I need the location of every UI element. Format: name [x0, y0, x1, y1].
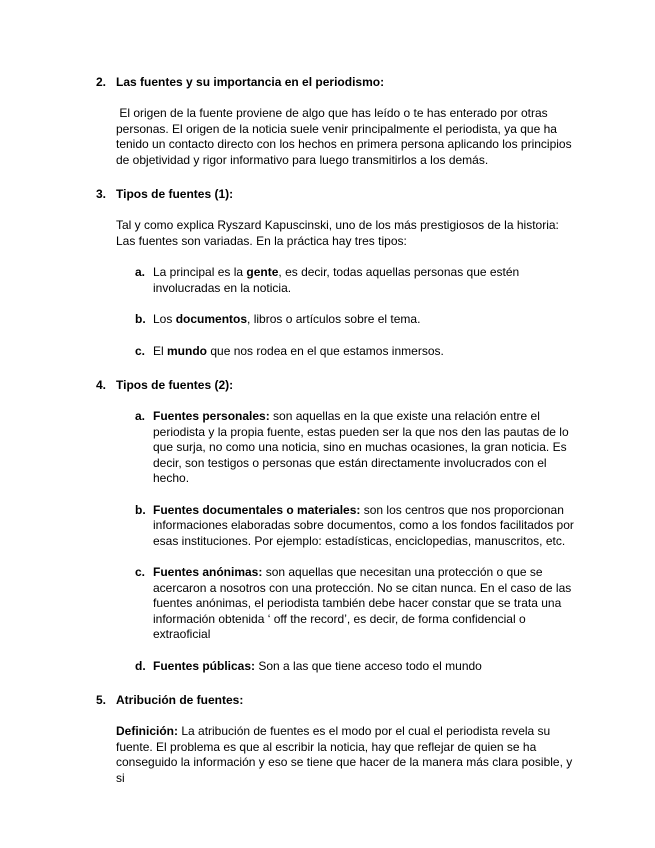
- section-title: Tipos de fuentes (1):: [116, 187, 234, 201]
- section-title: Atribución de fuentes:: [116, 693, 244, 707]
- list-letter: d.: [135, 658, 146, 673]
- section-title: Tipos de fuentes (2):: [116, 378, 234, 392]
- list-text: [153, 344, 575, 360]
- section-2: [96, 74, 575, 168]
- list-text: [153, 503, 575, 550]
- section-heading: [96, 692, 575, 708]
- section-paragraph: [116, 724, 575, 786]
- sublist: [116, 265, 575, 359]
- section-number: 2.: [96, 75, 107, 89]
- item-text-pre: La principal es la: [153, 265, 247, 279]
- item-text-post: son aquellas que necesitan una protección o que se acercaron a nosotros con una protección. No se citan nunca. En el caso de las fuentes anónimas, el periodista también debe hacer constar que se trata una información obtenida ‘ off the record’, es decir, de forma confidencial o extraoficial: [153, 565, 572, 641]
- list-text: [153, 265, 575, 296]
- sublist: [116, 409, 575, 674]
- item-text-post: son aquellas en la que existe una relación entre el periodista y la propia fuente, estas pueden ser la que nos den las pautas de lo que surja, no como una noticia, sino en muchas ocasiones, la gran noticia. Es decir, son testigos o personas que están directamente involucrados con el hecho.: [153, 409, 569, 485]
- item-bold-term: Fuentes anónimas:: [153, 565, 263, 579]
- section-heading: [96, 377, 575, 393]
- list-item: [116, 312, 575, 328]
- section-number: 5.: [96, 693, 107, 707]
- item-text-post: Son a las que tiene acceso todo el mundo: [255, 658, 482, 673]
- list-item: [116, 503, 575, 550]
- section-paragraph: Tal y como explica Ryszard Kapuscinski, uno de los más prestigiosos de la historia: Las fuentes son variadas. En la práctica hay tres tipos:: [116, 218, 559, 248]
- item-bold-term: Fuentes personales:: [153, 409, 270, 423]
- list-text: [153, 659, 575, 675]
- list-item: [116, 409, 575, 487]
- item-bold-term: gente: [246, 265, 279, 279]
- section-heading: [96, 74, 575, 90]
- list-letter: a.: [135, 409, 146, 423]
- list-letter: b.: [135, 312, 146, 326]
- list-item: [116, 659, 575, 675]
- item-bold-term: documentos: [175, 312, 248, 326]
- list-letter: b.: [135, 502, 146, 517]
- section-number: 4.: [96, 378, 107, 392]
- item-bold-term: Fuentes públicas:: [153, 658, 256, 673]
- list-text: [153, 312, 575, 328]
- item-bold-term: mundo: [167, 343, 208, 358]
- definition-text: La atribución de fuentes es el modo por el cual el periodista revela su fuente. El problema es que al escribir la noticia, hay que reflejar de quien se ha conseguido la información y eso se tiene que hacer de la manera más clara posible, y si: [116, 724, 573, 785]
- definition-label: Definición:: [116, 724, 178, 738]
- item-text-post: son los centros que nos proporcionan informaciones elaboradas sobre documentos, como a los fondos facilitados por esas instituciones. Por ejemplo: estadísticas, enciclopedias, manuscritos, etc.: [153, 502, 574, 548]
- section-number: 3.: [96, 187, 107, 201]
- item-text-post: que nos rodea en el que estamos inmersos.: [207, 343, 444, 358]
- item-text-pre: El: [153, 343, 168, 358]
- section-title: Las fuentes y su importancia en el periodismo:: [116, 75, 385, 89]
- item-text-post: , libros o artículos sobre el tema.: [247, 312, 421, 326]
- list-item: [116, 344, 575, 360]
- item-bold-term: Fuentes documentales o materiales:: [153, 502, 361, 517]
- list-letter: c.: [135, 343, 146, 358]
- section-paragraph: El origen de la fuente proviene de algo que has leído o te has enterado por otras personas. El origen de la noticia suele venir principalmente el periodista, ya que ha tenido un contacto directo con los hechos en primera persona aplicando los principios de objetividad y rigor informativo para luego transmitirlos a los demás.: [116, 106, 575, 167]
- section-5: [96, 692, 575, 786]
- section-3: [96, 186, 575, 359]
- list-item: [116, 565, 575, 643]
- list-letter: a.: [135, 265, 146, 279]
- item-text-pre: Los: [153, 312, 176, 326]
- list-text: [153, 565, 575, 643]
- list-item: [116, 265, 575, 296]
- item-text-post: , es decir, todas aquellas personas que estén involucradas en la noticia.: [153, 265, 520, 295]
- section-heading: [96, 186, 575, 202]
- section-4: [96, 377, 575, 674]
- list-text: [153, 409, 575, 487]
- list-letter: c.: [135, 565, 146, 579]
